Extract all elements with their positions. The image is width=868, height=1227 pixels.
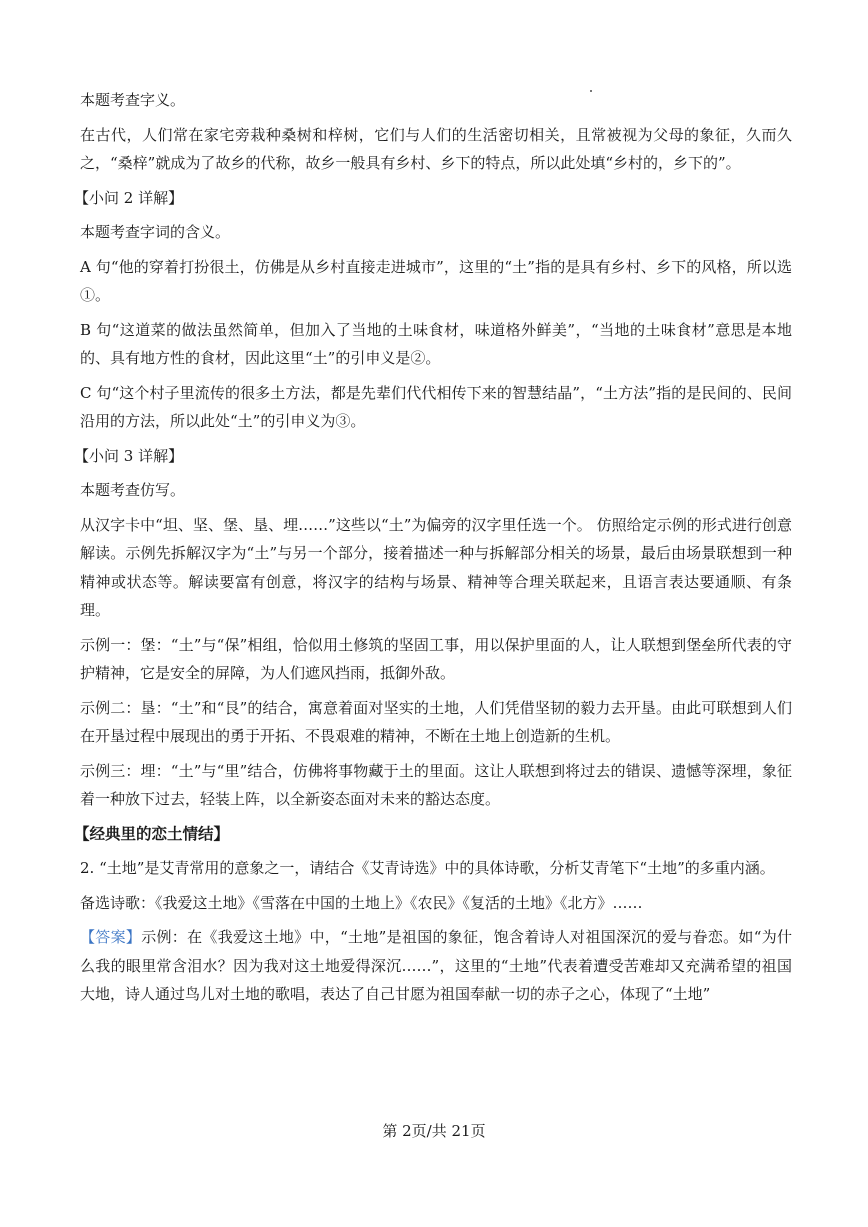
paragraph: 本题考查字义。 — [80, 91, 186, 109]
paragraph: 示例一：堡：“土”与“保”相组，恰似用土修筑的坚固工事，用以保护里面的人，让人联想到堡垒所代表的守护精神，它是安全的屏障，为人们遮风挡雨，抵御外敌。 — [80, 635, 792, 682]
poem-list: 备选诗歌：《我爱这土地》《雪落在中国的土地上》《农民》《复活的土地》《北方》…… — [80, 893, 643, 912]
answer-paragraph — [80, 923, 792, 1009]
paragraph: 在古代，人们常在家宅旁栽种桑树和梓树，它们与人们的生活密切相关，且常被视为父母的象征，久而久之，“桑梓”就成为了故乡的代称，故乡一般具有乡村、乡下的特点，所以此处填“乡村的，乡下的”。 — [80, 125, 792, 172]
subquestion-heading: 【小问 2 详解】 — [74, 188, 184, 207]
paragraph: 本题考查字词的含义。 — [80, 223, 231, 241]
question-text: 2. “土地”是艾青常用的意象之一，请结合《艾青诗选》中的具体诗歌，分析艾青笔下“土地”的多重内涵。 — [80, 859, 775, 877]
answer-tag: 【答案】 — [80, 928, 142, 946]
section-title: 【经典里的恋土情结】 — [74, 824, 230, 843]
subquestion-heading: 【小问 3 详解】 — [74, 446, 184, 465]
paragraph: 示例二：垦：“土”和“艮”的结合，寓意着面对坚实的土地，人们凭借坚韧的毅力去开垦。由此可联想到人们在开垦过程中展现出的勇于开拓、不畏艰难的精神，不断在土地上创造新的生机。 — [80, 698, 792, 745]
page-footer: 第 2页/共 21页 — [382, 1122, 486, 1140]
answer-text: 示例：在《我爱这土地》中，“土地”是祖国的象征，饱含着诗人对祖国深沉的爱与眷恋。如“为什么我的眼里常含泪水？因为我对这土地爱得深沉……”，这里的“土地”代表着遭受苦难却又充满希望的祖国大地，诗人通过鸟儿对土地的歌唱，表达了自己甘愿为祖国奉献一切的赤子之心，体现了“土地” — [80, 928, 792, 1003]
paragraph: 从汉字卡中“坦、坚、堡、垦、埋……”这些以“土”为偏旁的汉字里任选一个。 仿照给定示例的形式进行创意解读。示例先拆解汉字为“土”与另一个部分，接着描述一种与拆解部分相关的场景，最后由场景联想到一种精神或状态等。解读要富有创意，将汉字的结构与场景、精神等合理关联起来，且语言表达要通顺、有条理。 — [80, 515, 792, 619]
page-content — [74, 86, 792, 1015]
paragraph: C 句“这个村子里流传的很多土方法，都是先辈们代代相传下来的智慧结晶”，“土方法”指的是民间的、民间沿用的方法，所以此处“土”的引申义为③。 — [80, 383, 792, 430]
paragraph: 本题考查仿写。 — [80, 481, 186, 499]
paragraph: A 句“他的穿着打扮很土，仿佛是从乡村直接走进城市”，这里的“土”指的是具有乡村、乡下的风格，所以选①。 — [80, 257, 792, 304]
paragraph: B 句“这道菜的做法虽然简单，但加入了当地的土味食材，味道格外鲜美”，“当地的土味食材”意思是本地的、具有地方性的食材，因此这里“土”的引申义是②。 — [80, 320, 792, 367]
paragraph: 示例三：埋：“土”与“里”结合，仿佛将事物藏于土的里面。这让人联想到将过去的错误、遗憾等深埋，象征着一种放下过去，轻装上阵，以全新姿态面对未来的豁达态度。 — [80, 761, 792, 808]
